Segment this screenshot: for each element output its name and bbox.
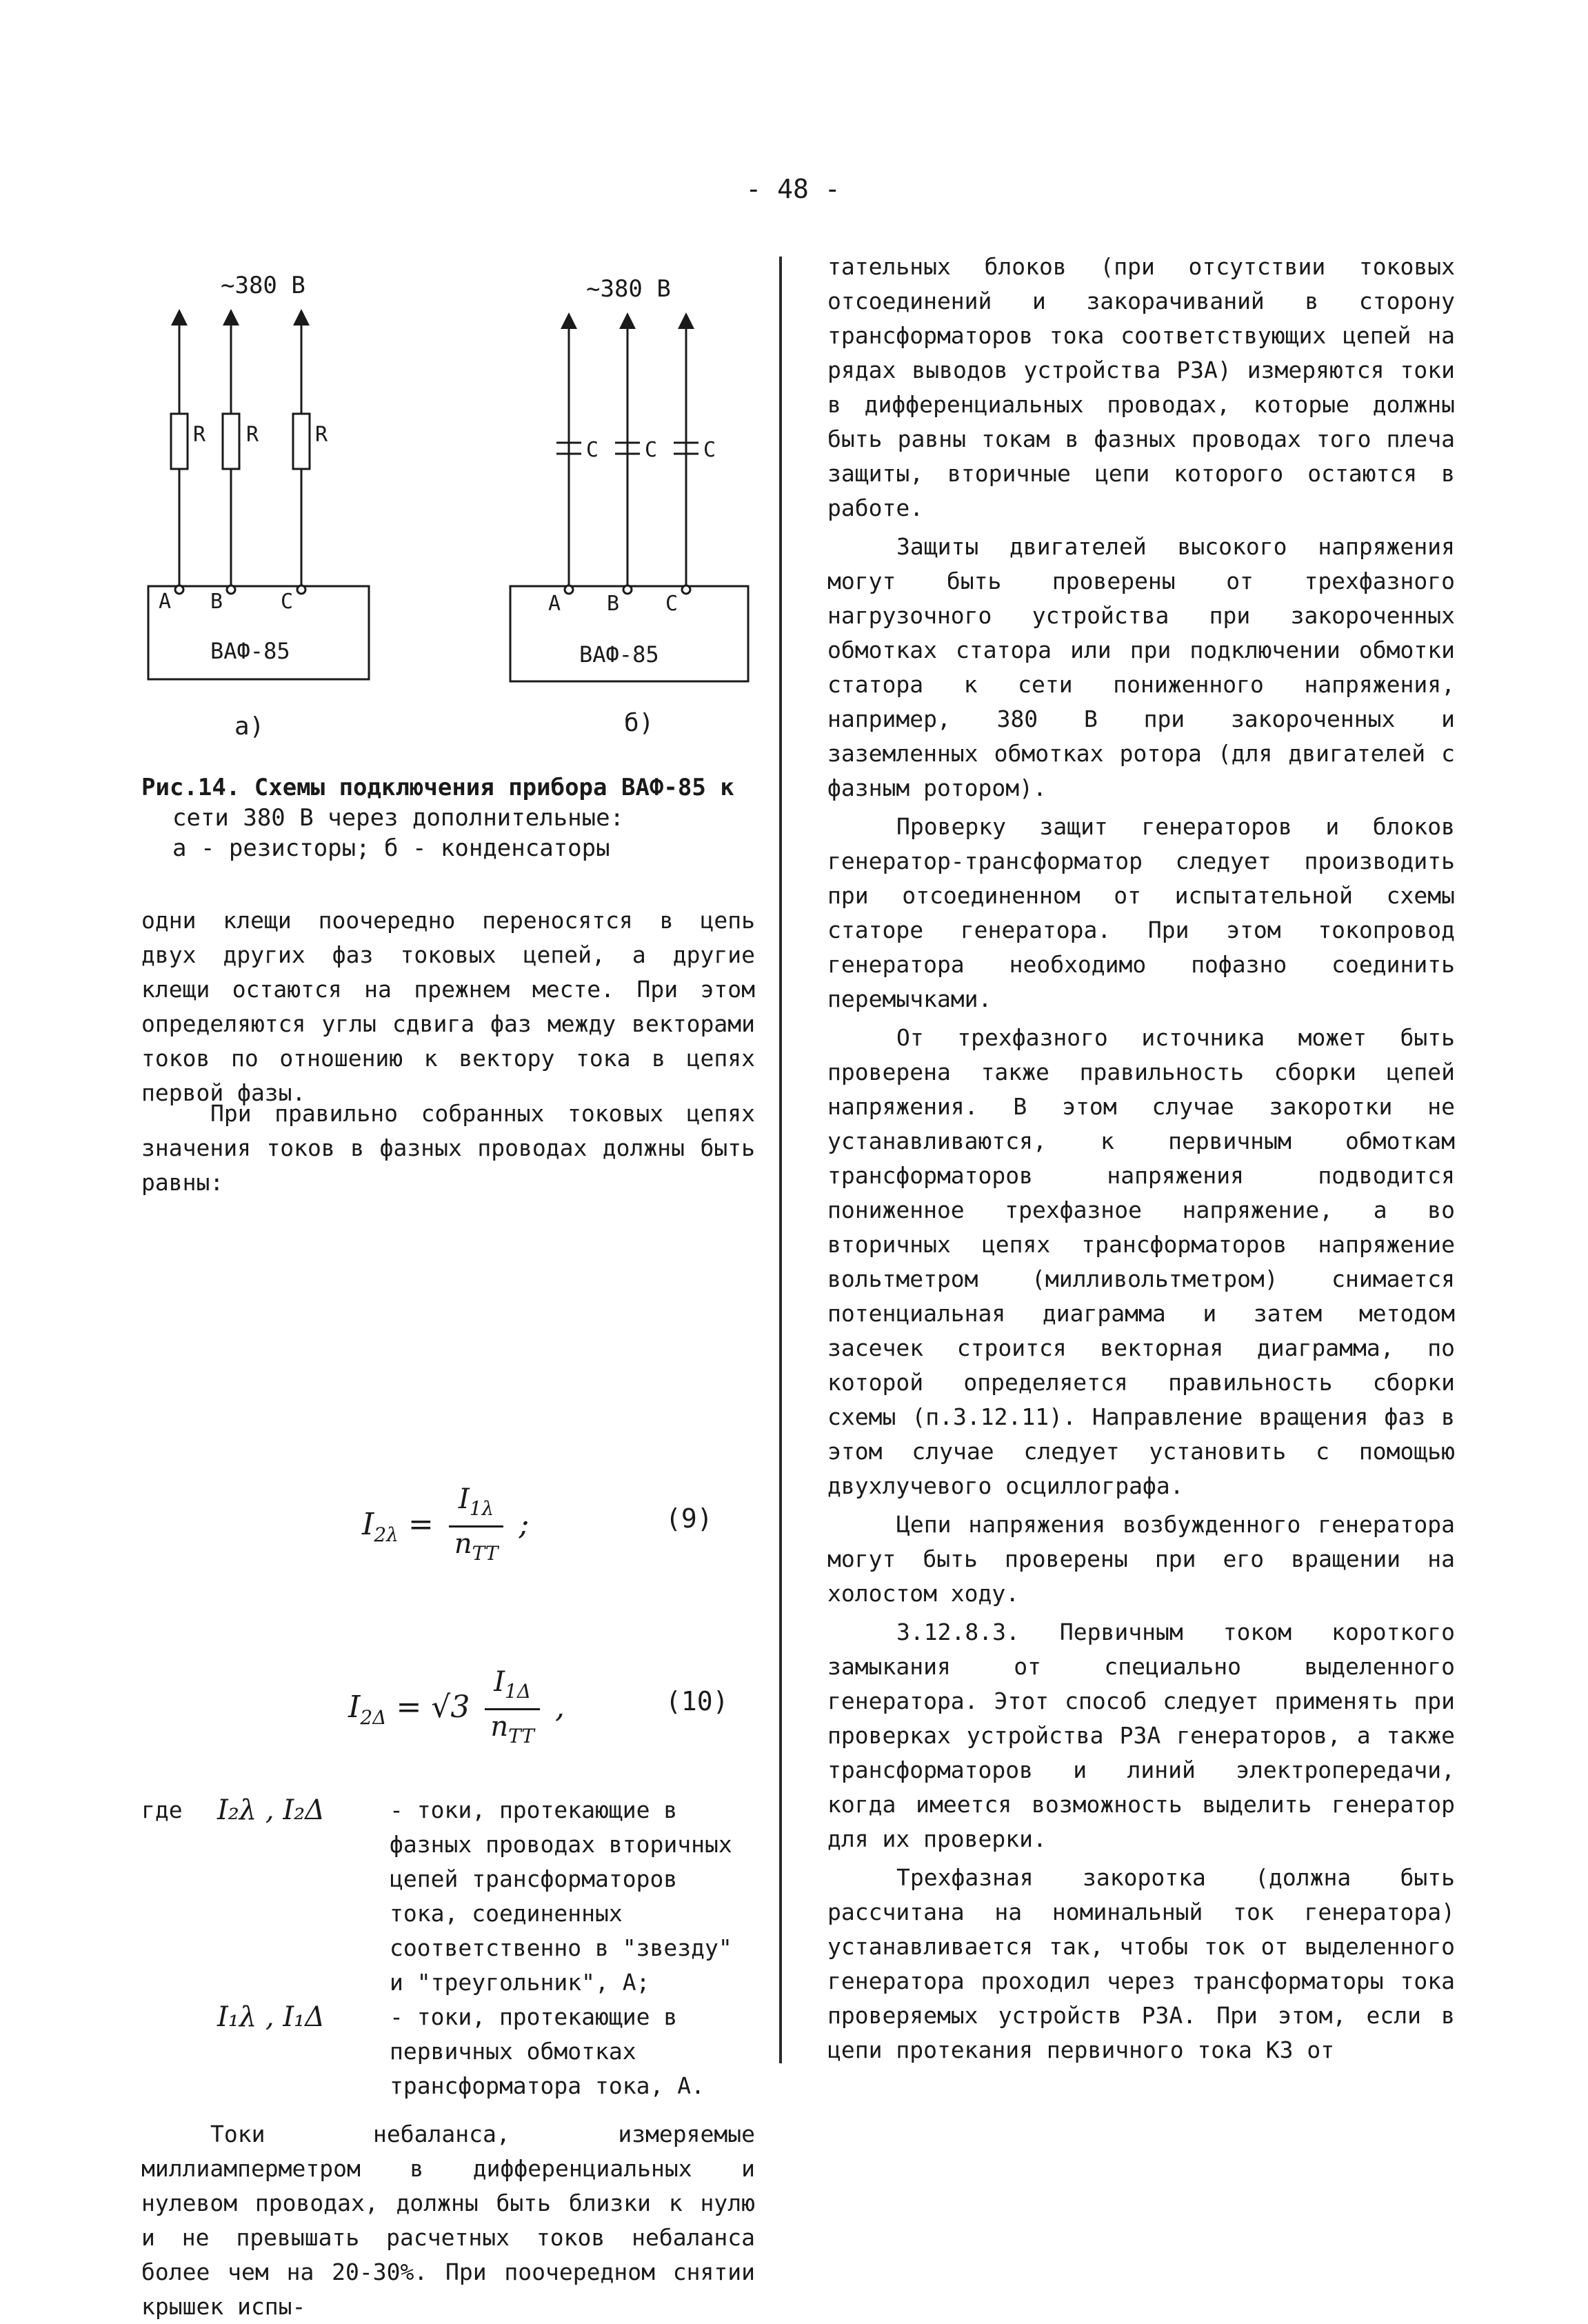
connection-diagrams <box>141 262 762 759</box>
formula-10-lhs: I <box>348 1690 361 1725</box>
definition-1 <box>141 1793 762 2000</box>
figure-14 <box>141 262 762 759</box>
terminal-a-1 <box>175 585 183 594</box>
terminal-b-1 <box>565 585 573 594</box>
left-paragraph-2: При правильно собранных токовых цепях значения токов в фазных проводах должны быть равны: <box>141 1100 755 1196</box>
formula-10-fraction: $\frac{I_{1\Delta}}{n_{TT}}$ <box>485 1665 540 1753</box>
page-number: - 48 - <box>745 174 841 204</box>
right-paragraph-1: тательных блоков (при отсутствии токовых отсоединений и закорачиваний в сторону трансформаторов тока соответствующих цепей на рядах выводов устройства РЗА) измеряются токи в дифференциальных проводах, которые должны быть равны токам в фазных проводах того плеча защиты, вторичные цепи которого остаются в работе. <box>827 253 1455 521</box>
resistor-3 <box>293 414 310 469</box>
right-column <box>827 250 1455 2072</box>
sublabel-a: а) <box>234 712 265 741</box>
right-paragraph-4: От трехфазного источника может быть проверена также правильность сборки цепей напряжения. В этом случае закоротки не устанавливаются, к первичным обмоткам трансформаторов напряжения подводится пониженное трехфазное напряжение, а во вторичных цепях трансформаторов напряжение вольтметром (милливольтметром) снимается потенциальная диаграмма и затем методом засечек строится векторная диаграмма, по которой определяется правильность сборки схемы (п.3.12.11). Направление вращения фаз в этом случае следует установить с помощью двухлучевого осциллографа. <box>827 1024 1455 1499</box>
capacitor-label-3: С <box>703 438 716 462</box>
terminal-a-2 <box>227 585 235 594</box>
right-paragraph-3: Проверку защит генераторов и блоков генератор-трансформатор следует производить при отсоединенном от испытательной схемы статоре генератора. При этом токопровод генератора необходимо пофазно соединить перемычками. <box>827 813 1455 1012</box>
right-paragraph-2: Защиты двигателей высокого напряжения могут быть проверены от трехфазного нагрузочного устройства при закороченных обмотках статора или при подключении обмотки статора к сети пониженного напряжения, например, 380 В при закороченных и заземленных обмотках ротора (для двигателей с фазным ротором). <box>827 533 1455 801</box>
definition-2-text: - токи, протекающие в первичных обмотках трансформатора тока, А. <box>390 2003 705 2099</box>
caption-legend: а - резисторы; б - конденсаторы <box>172 834 610 862</box>
definition-2-symbols: I₁λ , I₁Δ <box>217 2001 325 2033</box>
definitions <box>141 1793 762 2103</box>
sublabel-b: б) <box>624 709 654 737</box>
definition-1-symbols: I₂λ , I₂Δ <box>217 1794 325 1826</box>
definition-2 <box>141 2000 762 2103</box>
formula-10-lhs-sub: 2Δ <box>360 1706 387 1729</box>
device-box-a <box>148 586 369 679</box>
where-label: где <box>141 1796 183 1823</box>
device-label-b: ВАФ-85 <box>579 641 659 668</box>
voltage-label-b: ~380 В <box>586 275 671 303</box>
capacitor-label-1: С <box>586 438 599 462</box>
terminal-label-a-1: А <box>159 590 172 614</box>
device-label-a: ВАФ-85 <box>210 638 290 664</box>
resistor-label-1: R <box>193 423 206 447</box>
figure-caption <box>141 772 762 863</box>
formula-9-lhs: I <box>362 1507 374 1542</box>
terminal-b-2 <box>623 585 632 594</box>
terminal-label-b-1: А <box>548 592 561 616</box>
terminal-a-3 <box>297 585 305 594</box>
formula-10 <box>141 1665 755 1755</box>
voltage-label-a: ~380 В <box>221 272 305 299</box>
right-paragraph-7: Трехфазная закоротка (должна быть рассчитана на номинальный ток генератора) устанавливается так, чтобы ток от выделенного генератора проходил через трансформаторы тока проверяемых устройств РЗА. При этом, если в цепи протекания первичного тока КЗ от <box>827 1864 1455 2063</box>
formula-10-eq: = √3 <box>396 1690 470 1725</box>
column-divider <box>779 257 782 2063</box>
formula-9-number: (9) <box>665 1503 713 1534</box>
resistor-label-3: R <box>315 423 328 447</box>
terminal-label-a-2: В <box>210 590 223 614</box>
resistor-1 <box>171 414 188 469</box>
left-paragraph-1: одни клещи поочередно переносятся в цепь двух других фаз токовых цепей, а другие клещи остаются на прежнем месте. При этом определяются углы сдвига фаз между векторами токов по отношению к вектору тока в цепях первой фазы. <box>141 907 755 1106</box>
resistor-label-2: R <box>246 423 259 447</box>
left-column <box>141 262 762 2320</box>
left-paragraph-3: Токи небаланса, измеряемые миллиамперметром в дифференциальных и нулевом проводах, должны быть близки к нулю и не превышать расчетных токов небаланса более чем на 20-30%. При поочередном снятии крышек испы- <box>141 2121 755 2320</box>
terminal-label-b-2: В <box>607 592 620 616</box>
formula-9-fraction: $\frac{I_{1\lambda}}{n_{TT}}$ <box>449 1483 504 1570</box>
formula-10-tail: , <box>554 1690 565 1725</box>
caption-line-1: Рис.14. Схемы подключения прибора ВАФ-85 к <box>141 774 734 801</box>
formula-9-tail: ; <box>519 1507 530 1542</box>
right-paragraph-6: 3.12.8.3. Первичным током короткого замыкания от специально выделенного генератора. Этот способ следует применять при проверках устройства РЗА генераторов, а также трансформаторов и линий электропередачи, когда имеется возможность выделить генератор для их проверки. <box>827 1619 1455 1852</box>
terminal-label-a-3: С <box>281 590 294 614</box>
terminal-b-3 <box>682 585 690 594</box>
terminal-label-b-3: С <box>665 592 679 616</box>
formula-9-lhs-sub: 2λ <box>374 1523 399 1546</box>
definition-1-text: - токи, протекающие в фазных проводах вторичных цепей трансформаторов тока, соединенных соответственно в "звезду" и "треугольник", А; <box>390 1796 732 1996</box>
formula-9 <box>141 1483 755 1572</box>
right-paragraph-5: Цепи напряжения возбужденного генератора могут быть проверены при его вращении на холостом ходу. <box>827 1511 1455 1607</box>
formula-10-number: (10) <box>665 1686 729 1716</box>
caption-line-2: сети 380 В через дополнительные: <box>172 804 625 832</box>
formula-9-eq: = <box>408 1507 434 1542</box>
capacitor-label-2: С <box>645 438 658 462</box>
resistor-2 <box>223 414 239 469</box>
